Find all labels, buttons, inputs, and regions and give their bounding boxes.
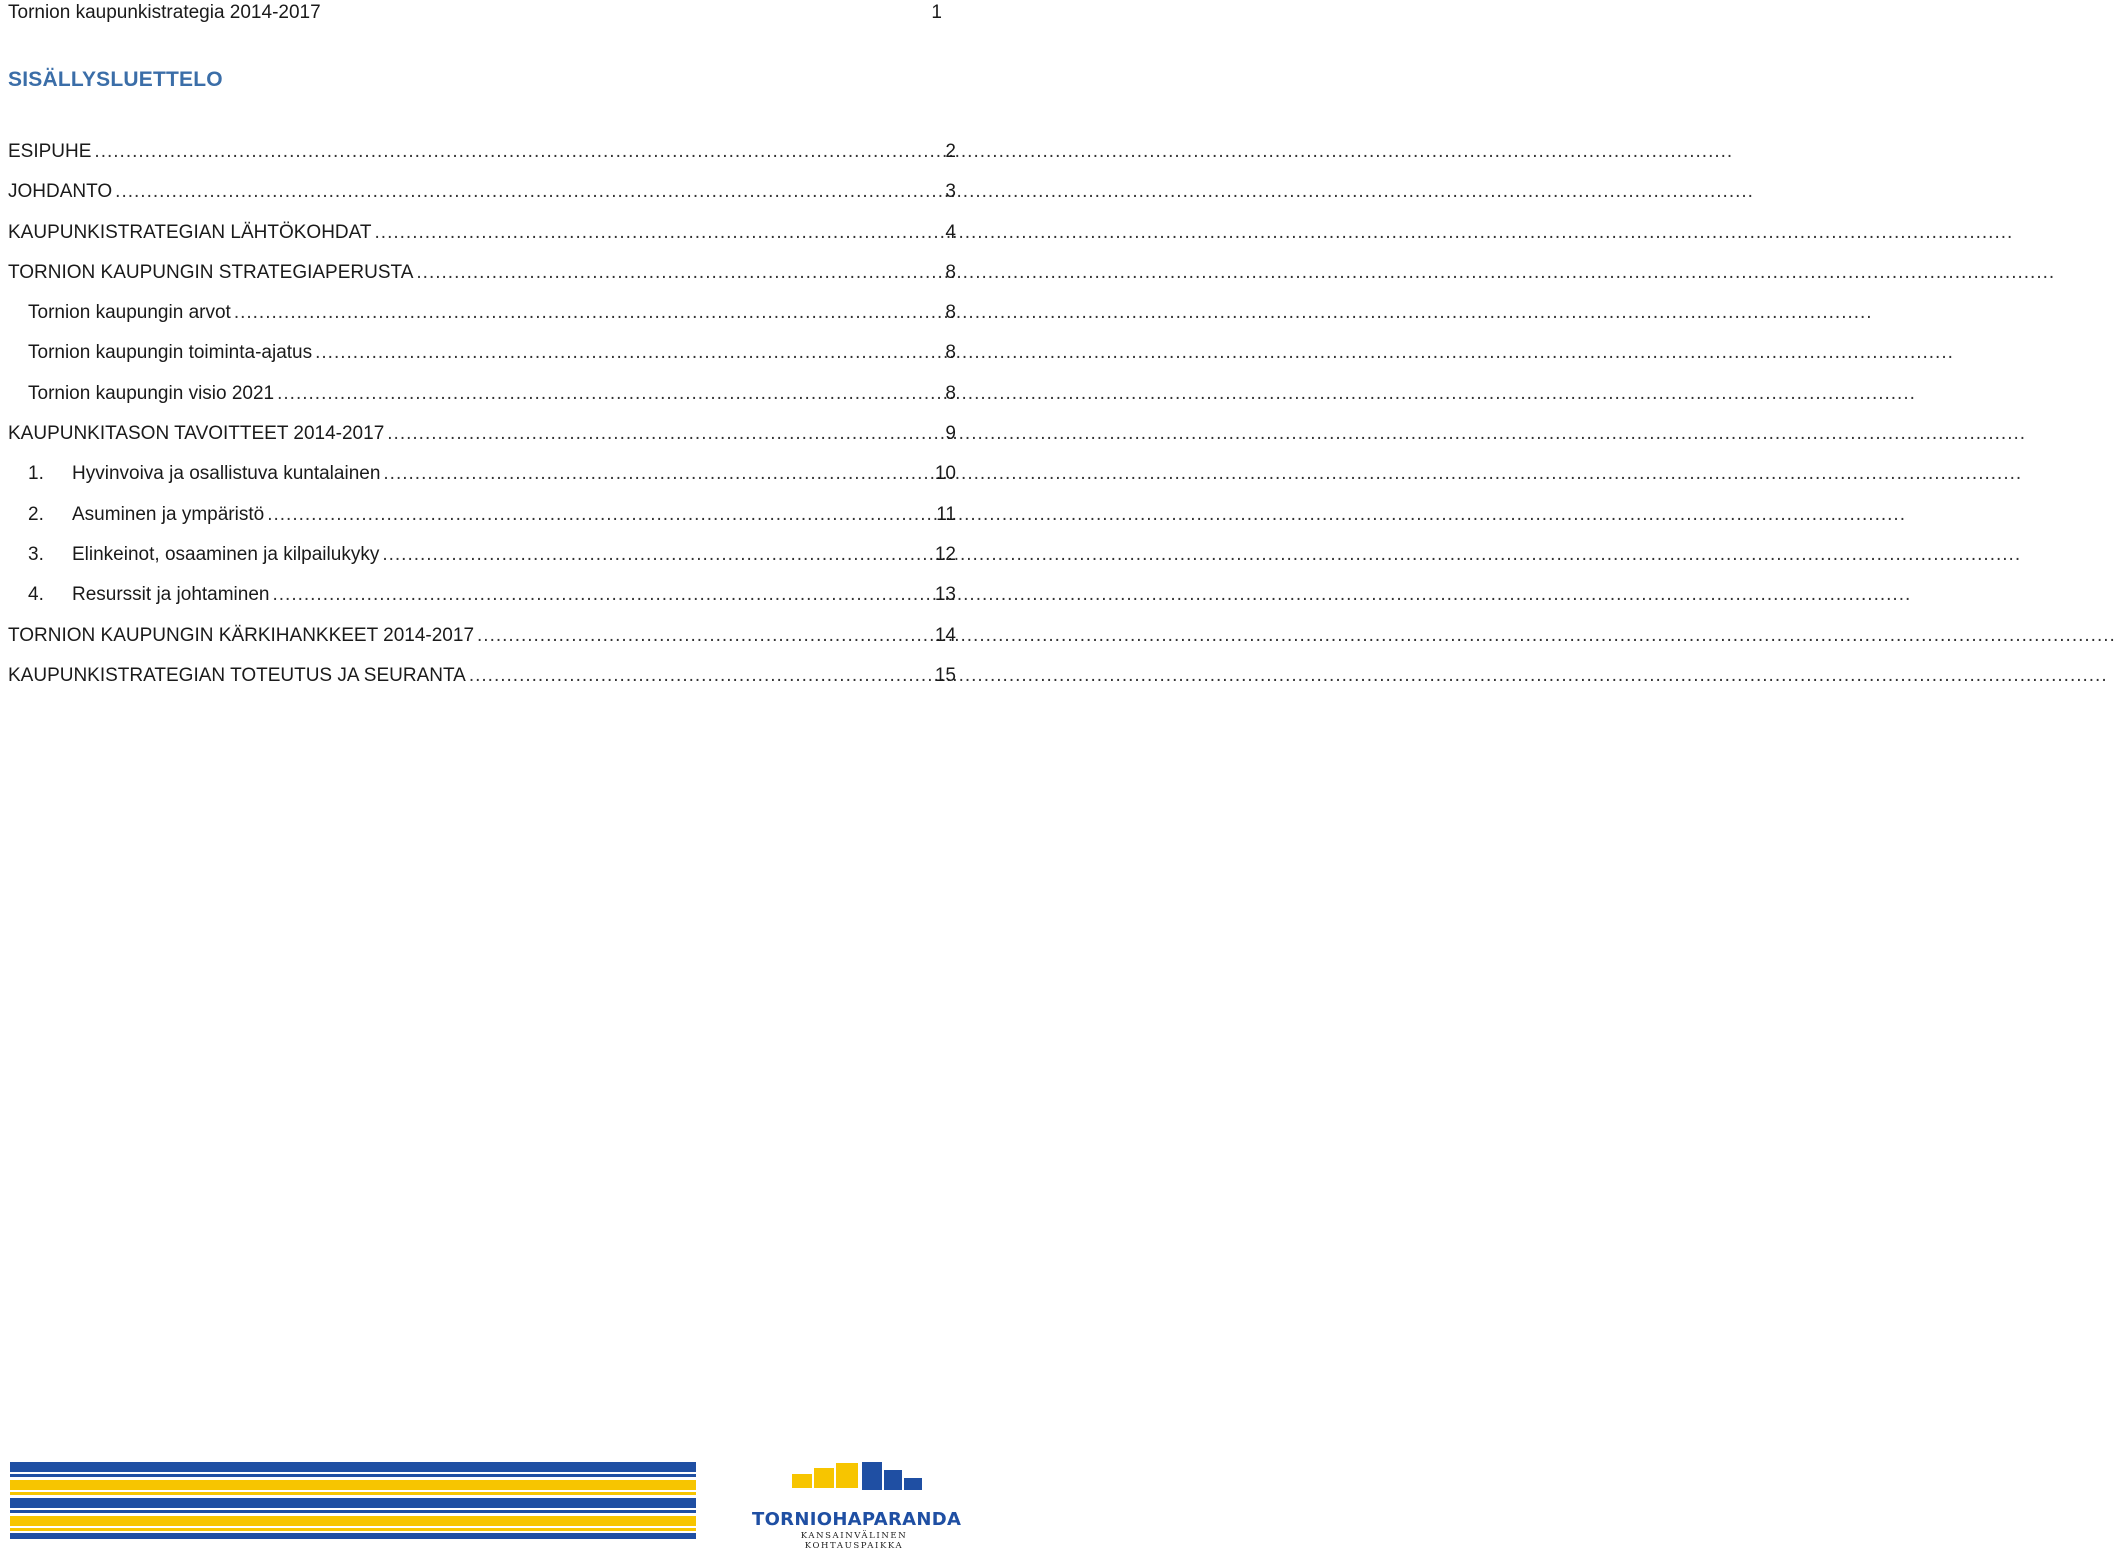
document-title: Tornion kaupunkistrategia 2014-2017: [8, 2, 321, 23]
stripe-blue-3: [10, 1498, 696, 1508]
toc-entry[interactable]: [8, 463, 956, 503]
toc-entry-page: 3: [945, 181, 956, 203]
toc-entry-label: KAUPUNKISTRATEGIAN TOTEUTUS JA SEURANTA: [8, 664, 466, 686]
page-header: [8, 2, 942, 26]
toc-entry-page: 9: [945, 423, 956, 445]
toc-dot-leader: [277, 383, 942, 405]
logo-bars: [752, 1456, 956, 1508]
toc-entry[interactable]: [8, 302, 956, 342]
toc-entry[interactable]: [8, 181, 956, 221]
logo-part-tornio: TORNIO: [752, 1509, 833, 1530]
toc-dot-leader: [387, 423, 942, 445]
toc-dot-leader: [477, 625, 932, 647]
toc-entry[interactable]: [8, 584, 956, 624]
toc-entry-page: 13: [934, 584, 956, 606]
toc-entry-label: KAUPUNKISTRATEGIAN LÄHTÖKOHDAT: [8, 221, 372, 243]
toc-entry-label: Resurssit ja johtaminen: [72, 584, 270, 606]
logo-wordmark: [752, 1509, 962, 1530]
toc-heading: SISÄLLYSLUETTELO: [8, 68, 223, 91]
toc-entry-page: 8: [945, 261, 956, 283]
toc-dot-leader: [375, 222, 943, 244]
toc-entry-page: 4: [945, 221, 956, 243]
table-of-contents: [8, 141, 956, 705]
stripe-yellow-1: [10, 1480, 696, 1490]
toc-entry-label: TORNION KAUPUNGIN KÄRKIHANKKEET 2014-2017: [8, 624, 475, 646]
toc-dot-leader: [469, 665, 932, 687]
toc-dot-leader: [383, 463, 931, 485]
toc-entry-page: 8: [945, 382, 956, 404]
toc-dot-leader: [272, 584, 931, 606]
toc-entry-page: 12: [934, 543, 956, 565]
logo-part-haparanda: HAPARANDA: [832, 1509, 962, 1530]
toc-dot-leader: [382, 544, 932, 566]
toc-entry[interactable]: [8, 665, 956, 705]
logo-tagline: KANSAINVÄLINEN KOHTAUSPAIKKA: [800, 1531, 908, 1551]
toc-entry[interactable]: [8, 625, 956, 665]
stripe-blue-5: [10, 1533, 696, 1539]
toc-entry[interactable]: [8, 262, 956, 302]
stripe-yellow-4: [10, 1528, 696, 1531]
toc-entry[interactable]: [8, 544, 956, 584]
stripe-blue-2: [10, 1474, 696, 1477]
toc-dot-leader: [115, 181, 942, 203]
toc-dot-leader: [315, 342, 942, 364]
toc-entry-label: Tornion kaupungin arvot: [28, 302, 231, 324]
toc-entry-number: 3.: [28, 543, 44, 565]
toc-entry[interactable]: [8, 383, 956, 423]
toc-entry[interactable]: [8, 504, 956, 544]
footer-stripes: [10, 1462, 696, 1540]
toc-entry-page: 2: [945, 141, 956, 162]
stripe-yellow-2: [10, 1492, 696, 1495]
stripe-blue-4: [10, 1510, 696, 1513]
tornio-haparanda-logo: [752, 1456, 962, 1551]
toc-dot-leader: [94, 141, 942, 163]
toc-entry-label: Asuminen ja ympäristö: [72, 503, 265, 525]
toc-entry[interactable]: [8, 342, 956, 382]
toc-entry[interactable]: [8, 423, 956, 463]
page-number: 1: [931, 2, 942, 23]
toc-entry-page: 11: [936, 503, 956, 525]
toc-entry-label: Hyvinvoiva ja osallistuva kuntalainen: [72, 463, 381, 485]
toc-entry-label: Tornion kaupungin visio 2021: [28, 382, 275, 404]
toc-entry-page: 14: [934, 624, 956, 646]
toc-entry-page: 15: [934, 664, 956, 686]
stripe-blue-1: [10, 1462, 696, 1472]
toc-entry-label: JOHDANTO: [8, 181, 113, 203]
toc-entry-number: 1.: [28, 463, 44, 485]
toc-entry-label: Elinkeinot, osaaminen ja kilpailukyky: [72, 543, 380, 565]
toc-dot-leader: [234, 302, 943, 324]
toc-entry-label: Tornion kaupungin toiminta-ajatus: [28, 342, 313, 364]
toc-entry-page: 10: [934, 463, 956, 485]
toc-entry-number: 2.: [28, 503, 44, 525]
toc-entry-label: TORNION KAUPUNGIN STRATEGIAPERUSTA: [8, 261, 414, 283]
stripe-yellow-3: [10, 1516, 696, 1526]
toc-entry-label: ESIPUHE: [8, 141, 92, 162]
toc-entry-number: 4.: [28, 584, 44, 606]
toc-dot-leader: [267, 504, 933, 526]
toc-entry[interactable]: [8, 222, 956, 262]
toc-entry-page: 8: [945, 342, 956, 364]
toc-entry-page: 8: [945, 302, 956, 324]
toc-entry[interactable]: [8, 141, 956, 181]
toc-dot-leader: [416, 262, 942, 284]
toc-entry-label: KAUPUNKITASON TAVOITTEET 2014-2017: [8, 423, 385, 445]
